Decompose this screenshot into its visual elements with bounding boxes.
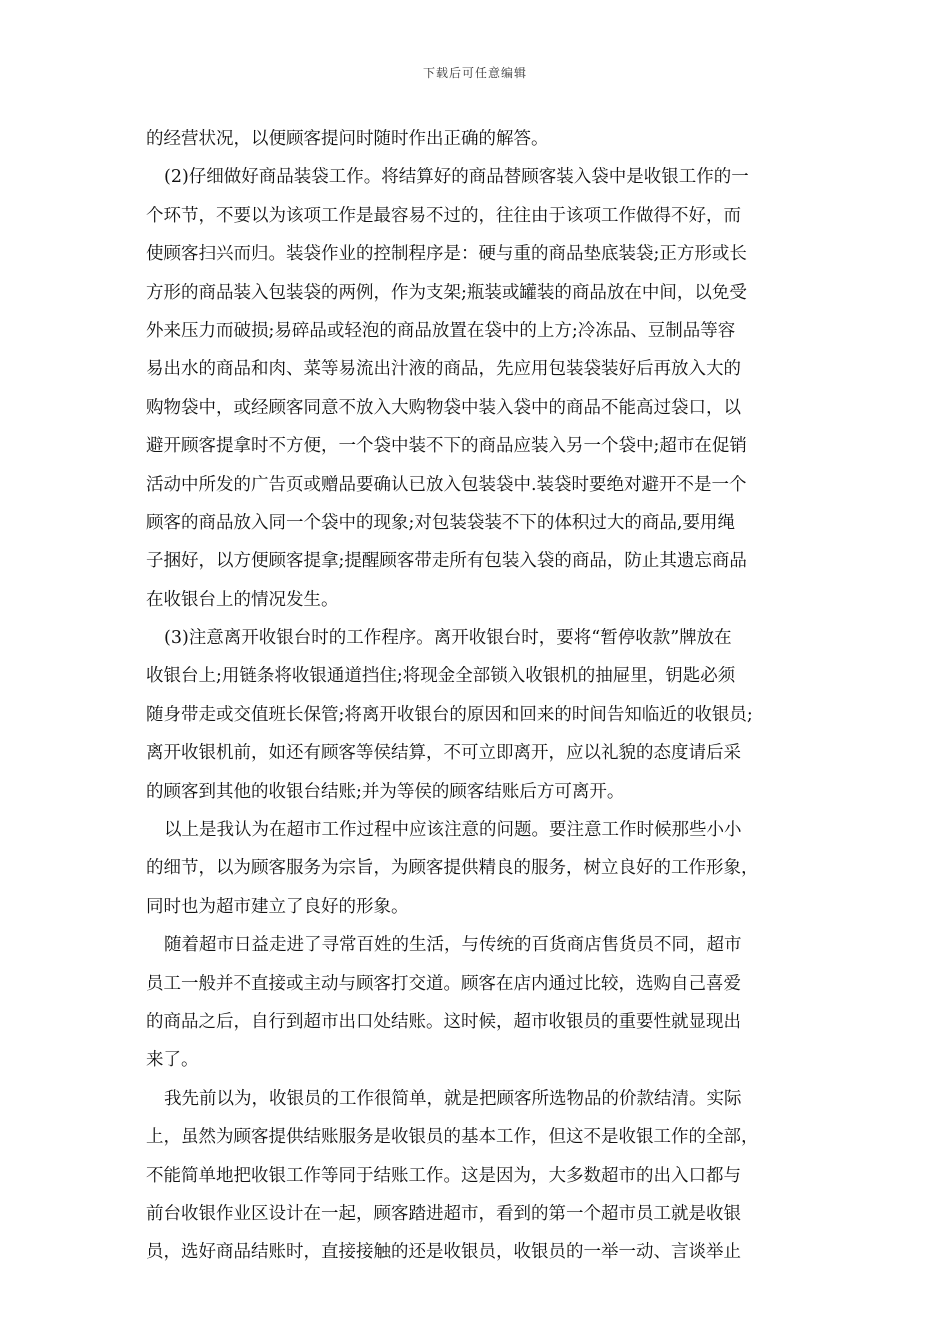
text-line: 员工一般并不直接或主动与顾客打交道。顾客在店内通过比较，选购自己喜爱 — [146, 973, 741, 994]
text-line: 随身带走或交值班长保管;将离开收银台的原因和回来的时间告知临近的收银员; — [146, 704, 753, 725]
text-line: 活动中所发的广告页或赠品要确认已放入包装袋中.装袋时要绝对避开不是一个 — [146, 474, 747, 495]
text-line: 的顾客到其他的收银台结账;并为等侯的顾客结账后方可离开。 — [146, 781, 625, 802]
text-line: 购物袋中，或经顾客同意不放入大购物袋中装入袋中的商品不能高过袋口，以 — [146, 397, 741, 418]
body-text — [146, 120, 808, 1272]
text-line: 子捆好，以方便顾客提拿;提醒顾客带走所有包装入袋的商品，防止其遗忘商品 — [146, 551, 747, 572]
text-line: 随着超市日益走进了寻常百姓的生活，与传统的百货商店售货员不同，超市 — [164, 935, 742, 956]
text-line: 易出水的商品和肉、菜等易流出汁液的商品，先应用包装袋装好后再放入大的 — [146, 359, 741, 380]
text-line: 外来压力而破损;易碎品或轻泡的商品放置在袋中的上方;冷冻品、豆制品等容 — [146, 320, 736, 341]
text-line: 个环节，不要以为该项工作是最容易不过的，往往由于该项工作做得不好，而 — [146, 205, 741, 226]
text-line: 以上是我认为在超市工作过程中应该注意的问题。要注意工作时候那些小小 — [164, 820, 742, 841]
text-line: 方形的商品装入包装袋的两例，作为支架;瓶装或罐装的商品放在中间，以免受 — [146, 282, 747, 303]
text-line: (2)仔细做好商品装袋工作。将结算好的商品替顾客装入袋中是收银工作的一 — [164, 167, 749, 188]
text-line: 避开顾客提拿时不方便，一个袋中装不下的商品应装入另一个袋中;超市在促销 — [146, 436, 747, 457]
text-line: 同时也为超市建立了良好的形象。 — [146, 896, 409, 917]
text-line: (3)注意离开收银台时的工作程序。离开收银台时，要将“暂停收款”牌放在 — [164, 628, 732, 649]
text-line: 收银台上;用链条将收银通道挡住;将现金全部锁入收银机的抽屉里，钥匙必须 — [146, 666, 736, 687]
text-line: 顾客的商品放入同一个袋中的现象;对包装袋装不下的体积过大的商品,要用绳 — [146, 512, 735, 533]
text-line: 的经营状况，以便顾客提问时随时作出正确的解答。 — [146, 129, 549, 149]
page-header: 下载后可任意编辑 — [422, 66, 527, 80]
text-line: 员，选好商品结账时，直接接触的还是收银员，收银员的一举一动、言谈举止 — [146, 1242, 741, 1263]
text-line: 前台收银作业区设计在一起，顾客踏进超市，看到的第一个超市员工就是收银 — [146, 1203, 741, 1224]
text-line: 不能简单地把收银工作等同于结账工作。这是因为，大多数超市的出入口都与 — [146, 1165, 741, 1186]
text-line: 使顾客扫兴而归。装袋作业的控制程序是：硬与重的商品垫底装袋;正方形或长 — [146, 244, 747, 265]
text-line: 在收银台上的情况发生。 — [146, 589, 339, 610]
text-line: 来了。 — [146, 1050, 199, 1071]
text-line: 我先前以为，收银员的工作很简单，就是把顾客所选物品的价款结清。实际 — [164, 1088, 742, 1109]
text-line: 上，虽然为顾客提供结账服务是收银员的基本工作，但这不是收银工作的全部， — [146, 1127, 759, 1148]
text-line: 的商品之后，自行到超市出口处结账。这时候，超市收银员的重要性就显现出 — [146, 1011, 741, 1032]
text-line: 离开收银机前，如还有顾客等侯结算，不可立即离开，应以礼貌的态度请后采 — [146, 743, 741, 764]
text-line: 的细节，以为顾客服务为宗旨，为顾客提供精良的服务，树立良好的工作形象， — [146, 858, 759, 879]
